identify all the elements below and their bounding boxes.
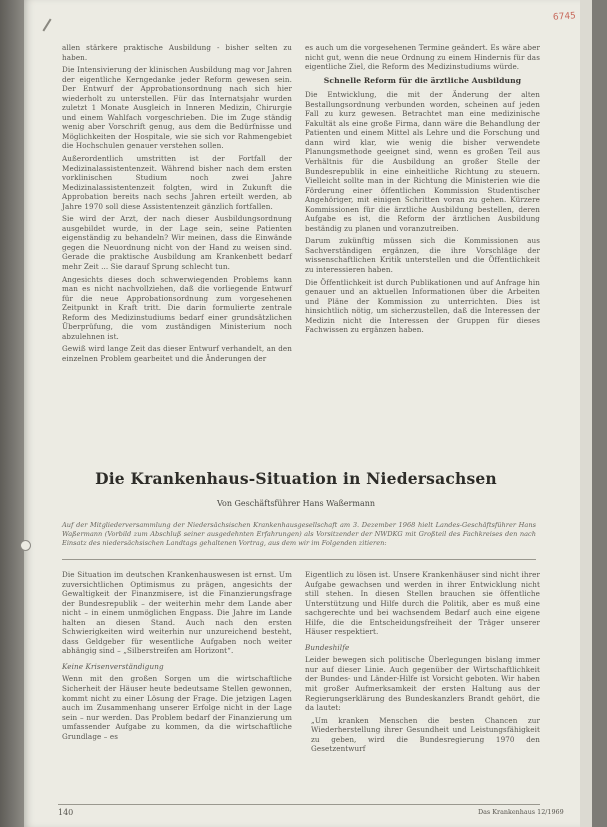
lower-right-column bbox=[305, 570, 540, 757]
paragraph: Die Situation im deutschen Krankenhauswesen ist ernst. Um zuversichtlichen Optimismus zu prägen, angesichts der Gewaltigkeit der Finanzmisere, ist die Finanzierungsfrage der Bundesrepublik – der weiterhin mehr dem Lande aber nicht – in einem unmöglichen Engpass. Die Jahre im Lande halten an diesen Stand. Auch nach den ersten Schwierigkeiten wird weiterhin nur unzureichend besteht, dass Geldgeber für wesentliche Aufgaben noch weiter abhängig sind – „Silberstreifen am Horizont“. bbox=[62, 570, 292, 656]
section-kicker: Keine Krisenverständigung bbox=[62, 661, 164, 671]
divider bbox=[62, 559, 536, 560]
paragraph: Sie wird der Arzt, der nach dieser Ausbildungsordnung ausgebildet wurde, in der Lage sein, seine Patienten eigenständig zu behandeln? Wir meinen, dass die Einwände gegen die Neuordnung nicht von der Hand zu weisen sind. Gerade die praktische Ausbildung am Krankenbett bedarf mehr Zeit ... Sie darauf Sprung schlecht tun. bbox=[62, 214, 292, 272]
lower-left-column bbox=[62, 570, 292, 744]
paragraph: Außerordentlich umstritten ist der Fortfall der Medizinalassistentenzeit. Während bisher nach dem ersten vorklinischen Studium noch zwei Jahre Medizinalassistentenzeit folgten, wird in Zukunft die Approbation bereits nach sechs Jahren erteilt werden, ab Jahre 1970 soll diese Assistentenzeit gänzlich fortfallen. bbox=[62, 154, 292, 211]
upper-left-column bbox=[62, 43, 292, 367]
paragraph: allen stärkere praktische Ausbildung - bisher selten zu haben. bbox=[62, 43, 292, 62]
paragraph: Die Öffentlichkeit ist durch Publikationen und auf Anfrage hin genauer und an aktuellen Informationen über die Arbeiten und Pläne der Kommission zu unterrichten. Dies ist hinsichtlich nötig, um sicherzustellen, daß die Interessen der Medizin nicht die Interessen der Gruppen für dieses Fachwissen zu ergänzen haben. bbox=[305, 277, 540, 335]
paragraph: Wenn mit den großen Sorgen um die wirtschaftliche Sicherheit der Häuser heute bedeutsame Stellen gewonnen, kommt nicht zu einer Lösung der Frage. Die jetzigen Lagen auch im Zusammenhang unserer Erfolge nicht in der Lage sein – nur werden. Das Problem bedarf der Finanzierung um umfassender Aufgabe zu kommen, da die wirtschaftliche Grundlage – es bbox=[62, 674, 292, 741]
paragraph: Gewiß wird lange Zeit das dieser Entwurf verhandelt, an den einzelnen Problem gearbeitet und die Änderungen der bbox=[62, 344, 292, 363]
quote-paragraph: „Um kranken Menschen die besten Chancen zur Wiederherstellung ihrer Gesundheit und Leistungsfähigkeit zu geben, wird die Bundesregierung 1970 den Gesetzentwurf bbox=[311, 715, 540, 754]
footer-rule bbox=[58, 804, 540, 805]
page-edge bbox=[580, 0, 592, 827]
section-subheading: Schnelle Reform für die ärztliche Ausbildung bbox=[323, 75, 522, 85]
paragraph: Eigentlich zu lösen ist. Unsere Krankenhäuser sind nicht ihrer Aufgabe gewachsen und werden in ihrer Entwicklung nicht still stehen. In diesen Stellen brauchen sie öffentliche Unterstützung und Hilfe durch die Politik, aber es muß eine sachgerechte und bei wachsendem Bedarf auch eine eigene Hilfe, die die Entscheidungsfreiheit der Träger unserer Häuser respektiert. bbox=[305, 570, 540, 637]
paragraph: Leider bewegen sich politische Überlegungen bislang immer nur auf dieser Linie. Auch gegenüber der Wirtschaftlichkeit der Bundes- und Länder-Hilfe ist Vorsicht geboten. Wir haben mit großer Aufmerksamkeit der ersten Haltung aus der Regierungserklärung des Bundeskanzlers Brandt gehört, die da lautet: bbox=[305, 655, 540, 713]
punch-hole bbox=[20, 540, 31, 551]
paragraph: es auch um die vorgesehenen Termine geändert. Es wäre aber nicht gut, wenn die neue Ordnung zu einem Hindernis für das eigentliche Ziel, die Reform des Medizinstudiums würde. bbox=[305, 43, 540, 72]
paragraph: Angesichts dieses doch schwerwiegenden Problems kann man es nicht nachvollziehen, daß die vorliegende Entwurf für die neue Approbationsordnung zum vorgesehenen Zeitpunkt in Kraft tritt. Die darin formulierte zentrale Reform des Medizinstudiums bedarf einer grundsätzlichen Überprüfung, die vom zuständigen Ministerium noch abzulehnen ist. bbox=[62, 274, 292, 341]
page-number: 140 bbox=[58, 808, 74, 817]
article-byline: Von Geschäftsführer Hans Waßermann bbox=[216, 499, 376, 508]
paragraph: Darum zukünftig müssen sich die Kommissionen aus Sachverständigen ergänzen, die ihre Vorschläge der wissenschaftlichen Kritik unterstellen und die Öffentlichkeit zu interessieren haben. bbox=[305, 236, 540, 275]
upper-right-column bbox=[305, 43, 540, 338]
binding-margin bbox=[0, 0, 24, 827]
paragraph: Die Entwicklung, die mit der Änderung der alten Bestallungsordnung verbunden worden, scheinen auf jeden Fall zu kurz gewesen. Betrachtet man eine medizinische Fakultät als eine große Firma, dann wäre die Behandlung der Patienten und einem Mittel als Lehre und die Forschung und dann wird klar, wie wenig die bisher verwendete Planungsmethode geeignet sind, wenn es großen Teil aus Verhältnis für die Ausbildung an großer Stelle der Bundesrepublik in eine einheitliche Richtung zu steuern. Vielleicht sollte man in der Richtung die Ministerien wie die Förderung einer öffentlichen Kommission Studentischer Angehöriger, mit einigen Schritten voran zu gehen. Kürzere Kommissionen für die ärztliche Ausbildung bestellen, deren Aufgabe es ist, die Reform der ärztlichen Ausbildung beständig zu planen und voranzutreiben. bbox=[305, 90, 540, 233]
paragraph: Die Intensivierung der klinischen Ausbildung mag vor Jahren der eigentliche Kerngedanke jeder Reform gewesen sein. Der Entwurf der Approbationsordnung nach sich hier wiederholt zu unterstellen. Für das Internatsjahr wurden zuletzt 1 Monate Ausgleich in Inneren Medizin, Chirurgie und einem Wahlfach vorgeschrieben. Die im Zuge ständig wenig aber Vorschrift genug, aus dem die Bedürfnisse und Möglichkeiten der Hospitale, wie sie sich vor Rahmengebiet die Hochschulen genauer verstehen sollen. bbox=[62, 65, 292, 151]
section-kicker: Bundeshilfe bbox=[305, 642, 350, 652]
article-intro: Auf der Mitgliederversammlung der Niedersächsischen Krankenhausgesellschaft am 3. Dezember 1968 hielt Landes-Geschäftsführer Hans Waßermann (Vorbild zum Abschluß seiner ausgedehnten Erfahrungen) als Vorsitzender der NWDKG mit Großteil des Fachkreises den nach Einsatz des niedersächsischen Landtags gehaltenen Vortrag, aus dem wir im Folgenden zitieren: bbox=[62, 521, 536, 547]
journal-name: Das Krankenhaus 12/1969 bbox=[478, 808, 564, 816]
article-headline: Die Krankenhaus-Situation in Niedersachsen bbox=[95, 469, 497, 488]
handwritten-number: 6745 bbox=[552, 11, 577, 23]
